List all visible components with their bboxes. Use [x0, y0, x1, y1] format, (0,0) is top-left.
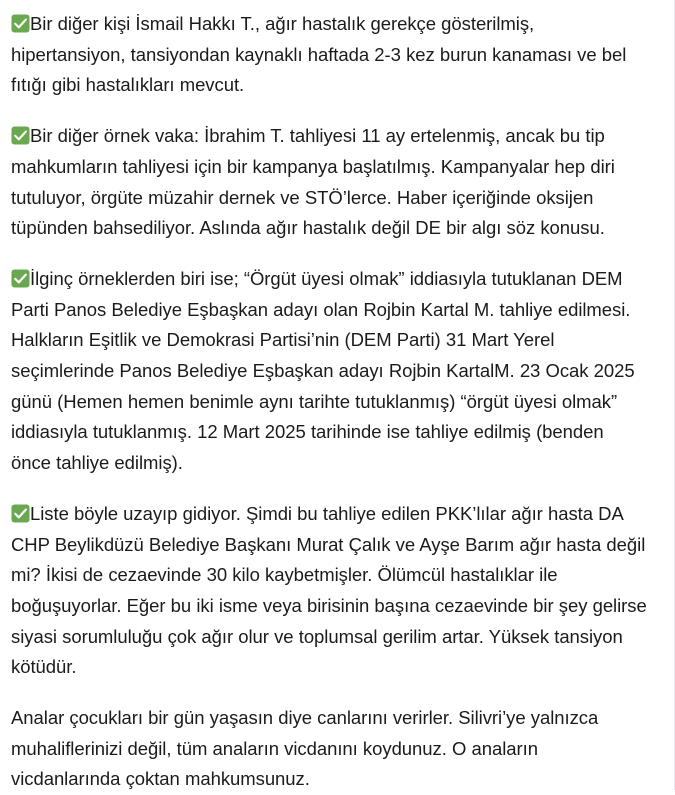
paragraph-text: Bir diğer örnek vaka: İbrahim T. tahliyesi 11 ay ertelenmiş, ancak bu tip mahkumların tahliyesi için bir kampanya başlatılmış. Kampanyalar hep diri tutuluyor, örgüte müzahir dernek ve STÖ’lerce. Haber içeriğinde oksijen tüpünden bahsediliyor. Aslında ağır hastalık değil DE bir algı söz konusu. — [11, 125, 615, 239]
paragraph-text: Liste böyle uzayıp gidiyor. Şimdi bu tahliye edilen PKK’lılar ağır hasta DA CHP Beylikdüzü Belediye Başkanı Murat Çalık ve Ayşe Barım ağır hasta değil mi? İkisi de cezaevinde 30 kilo kaybetmişler. Ölümcül hastalıklar ile boğuşuyorlar. Eğer bu iki isme veya birisinin başına cezaevinde bir şey gelirse siyasi sorumluluğu çok ağır olur ve toplumsal gerilim artar. Yüksek tansiyon kötüdür. — [11, 502, 647, 678]
white-heavy-check-mark-icon — [11, 14, 30, 33]
paragraph — [11, 264, 648, 479]
paragraph — [11, 499, 648, 683]
paragraph-text: Bir diğer kişi İsmail Hakkı T., ağır hastalık gerekçe gösterilmiş, hipertansiyon, tansiyondan kaynaklı haftada 2-3 kez burun kanaması ve bel fıtığı gibi hastalıkları mevcut. — [11, 13, 627, 96]
white-heavy-check-mark-icon — [11, 504, 30, 523]
paragraph — [11, 121, 648, 244]
white-heavy-check-mark-icon — [11, 269, 30, 288]
paragraph-text: İlginç örneklerden biri ise; “Örgüt üyesi olmak” iddiasıyla tutuklanan DEM Parti Panos Belediye Eşbaşkan adayı olan Rojbin Kartal M. tahliye edilmesi. Halkların Eşitlik ve Demokrasi Partisi’nin (DEM Parti) 31 Mart Yerel seçimlerinde Panos Belediye Eşbaşkan adayı Rojbin KartalM. 23 Ocak 2025 günü (Hemen hemen benimle aynı tarihte tutuklanmış) “örgüt üyesi olmak” iddiasıyla tutuklanmış. 12 Mart 2025 tarihinde ise tahliye edilmiş (benden önce tahliye edilmiş). — [11, 267, 635, 474]
paragraph — [11, 9, 648, 101]
paragraph — [11, 703, 648, 795]
white-heavy-check-mark-icon — [11, 126, 30, 145]
paragraph-text: Analar çocukları bir gün yaşasın diye canlarını verirler. Silivri’ye yalnızca muhaliflerinizi değil, tüm anaların vicdanını koydunuz. O anaların vicdanlarında çoktan mahkumsunuz. — [11, 707, 599, 790]
